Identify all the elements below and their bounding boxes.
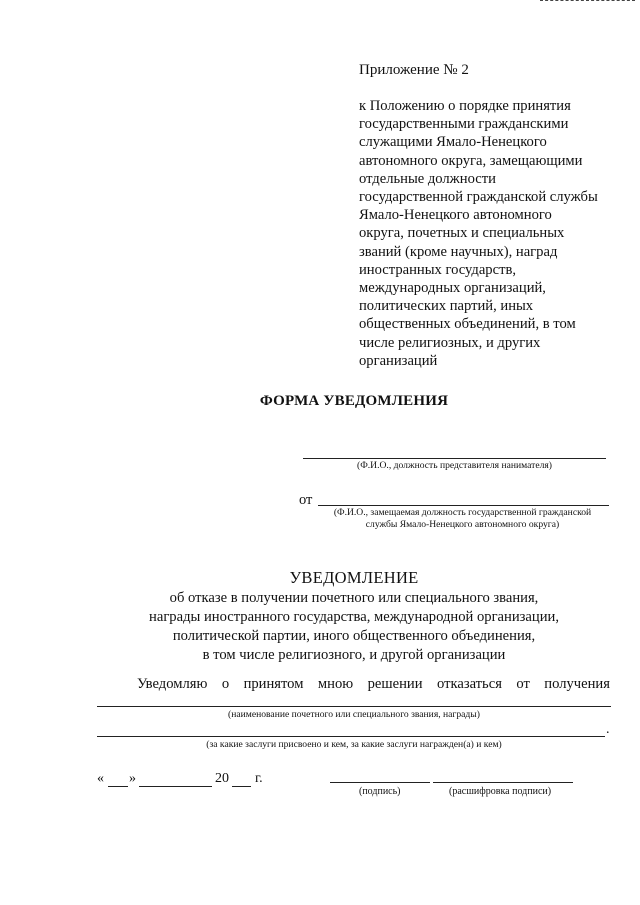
appendix-line: служащими Ямало-Ненецкого: [359, 134, 547, 151]
date-month-field[interactable]: [139, 786, 212, 787]
appendix-line: числе религиозных, и других: [359, 334, 541, 351]
notice-subtitle-line: политической партии, иного общественного объединения,: [172, 628, 536, 644]
appendix-line: иностранных государств,: [359, 261, 516, 278]
signature-caption: (подпись): [359, 786, 401, 797]
award-name-field-line[interactable]: [97, 706, 611, 707]
intro-word: мною: [317, 676, 354, 692]
signature-decode-field-line[interactable]: [433, 782, 573, 783]
intro-word: Уведомляю: [137, 676, 208, 692]
intro-word: от: [516, 676, 530, 692]
date-day-field[interactable]: [108, 786, 128, 787]
date-close-quote: »: [129, 771, 136, 786]
sender-caption-line: (Ф.И.О., замещаемая должность государственной гражданской: [333, 507, 592, 518]
sender-field-line[interactable]: [318, 505, 609, 506]
appendix-title: Приложение № 2: [359, 62, 469, 78]
appendix-line: Ямало-Ненецкого автономного: [359, 207, 552, 224]
intro-word: решении: [367, 676, 423, 692]
recipient-field-line[interactable]: [303, 458, 606, 459]
intro-word: получения: [544, 676, 610, 692]
signature-field-line[interactable]: [330, 782, 430, 783]
notice-subtitle: [0, 589, 640, 665]
sender-caption-line: службы Ямало-Ненецкого автономного округа): [365, 519, 560, 530]
appendix-line: к Положению о порядке принятия: [359, 98, 571, 114]
signature-decode-caption: (расшифровка подписи): [449, 786, 552, 797]
appendix-line: автономного округа, замещающими: [359, 152, 583, 169]
appendix-line: государственными гражданскими: [359, 116, 569, 133]
merits-field-line[interactable]: [97, 736, 605, 737]
award-name-caption: (наименование почетного или специального звания, награды): [228, 709, 480, 720]
date-year-prefix: 20: [215, 771, 229, 786]
recipient-caption: (Ф.И.О., должность представителя нанимателя): [357, 460, 552, 471]
date-open-quote: «: [97, 771, 104, 786]
appendix-line: отдельные должности: [359, 170, 496, 187]
notice-intro: [137, 676, 610, 693]
notice-subtitle-line: в том числе религиозного, и другой организации: [202, 647, 506, 663]
appendix-line: государственной гражданской службы: [359, 189, 598, 206]
appendix-description: [359, 97, 629, 370]
notice-heading: УВЕДОМЛЕНИЕ: [289, 568, 419, 587]
appendix-line: общественных объединений, в том: [359, 316, 576, 333]
date-year-suffix: г.: [255, 771, 263, 786]
appendix-line: округа, почетных и специальных: [359, 225, 565, 242]
appendix-line: международных организаций,: [359, 280, 546, 297]
date-year-field[interactable]: [232, 786, 251, 787]
sender-caption: [310, 507, 615, 531]
notice-subtitle-line: награды иностранного государства, международной организации,: [149, 609, 559, 625]
intro-word: о: [221, 676, 230, 692]
intro-word: принятом: [243, 676, 304, 692]
line-end-period: .: [606, 722, 610, 737]
scan-edge-mark: [540, 0, 635, 3]
appendix-line: организаций: [359, 352, 438, 369]
appendix-line: званий (кроме научных), наград: [359, 243, 558, 260]
intro-word: отказаться: [436, 676, 502, 692]
merits-caption: (за какие заслуги присвоено и кем, за какие заслуги награжден(а) и кем): [206, 739, 502, 750]
notice-subtitle-line: об отказе в получении почетного или специального звания,: [169, 590, 539, 606]
appendix-line: политических партий, иных: [359, 298, 534, 315]
sender-prefix: от: [299, 492, 313, 508]
form-title: ФОРМА УВЕДОМЛЕНИЯ: [259, 393, 449, 409]
